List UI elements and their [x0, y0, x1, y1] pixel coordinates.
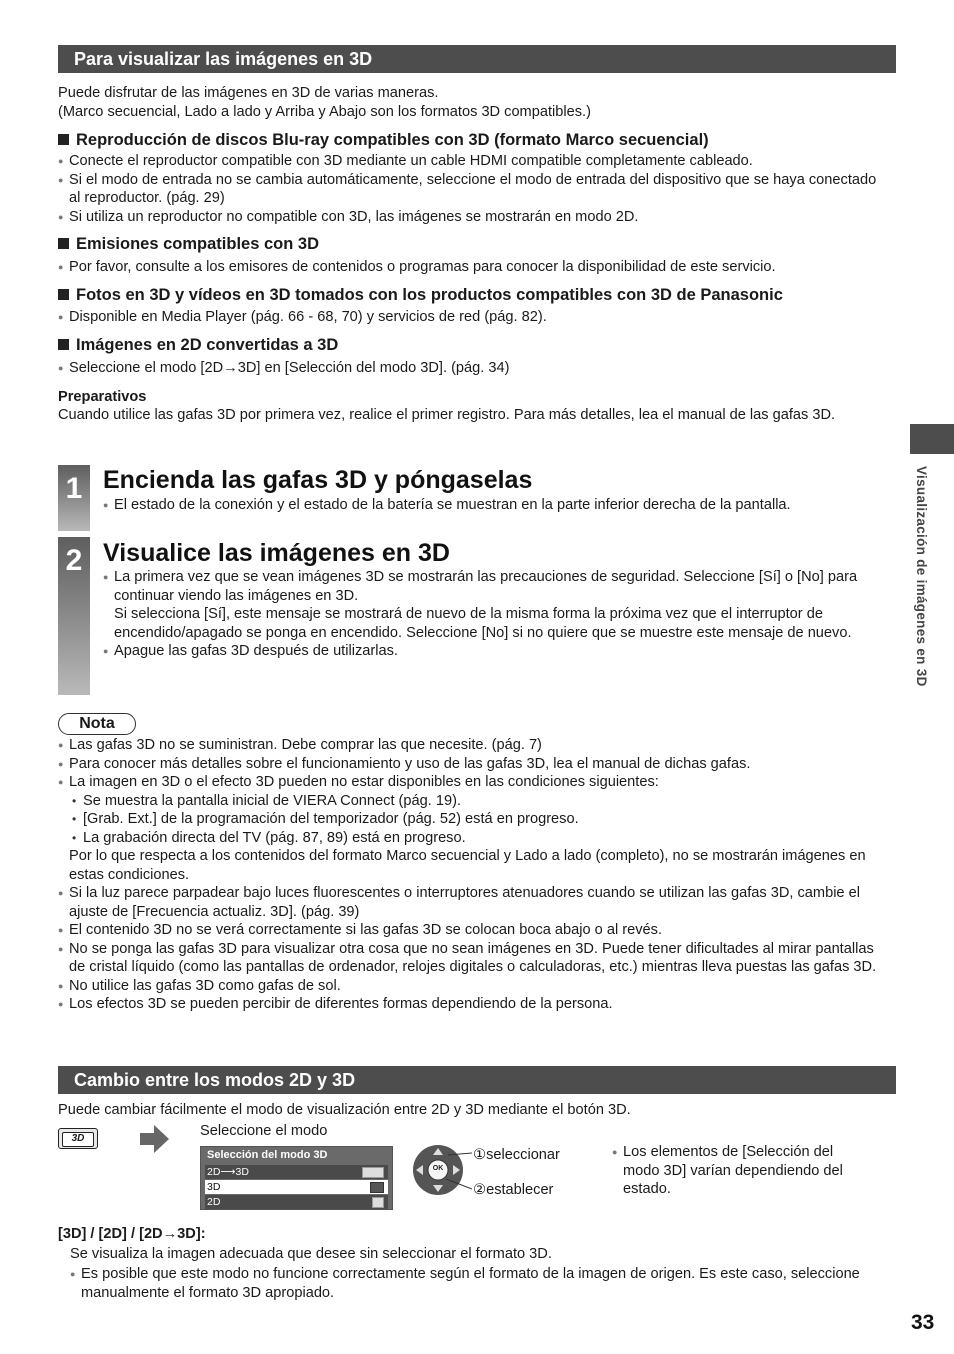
mode-select-menu	[200, 1146, 393, 1210]
nav-set-label: ②establecer	[473, 1182, 554, 1198]
heading-2d-to-3d-text: Imágenes en 2D convertidas a 3D	[76, 336, 339, 354]
list-item: ● Si utiliza un reproductor no compatible con 3D, las imágenes se mostrarán en modo 2D.	[58, 208, 888, 227]
mode-icon	[372, 1197, 384, 1208]
step-1-title: Encienda las gafas 3D y póngaselas	[103, 466, 533, 494]
page-number: 33	[911, 1311, 935, 1334]
intro-line-2: (Marco secuencial, Lado a lado y Arriba y Abajo son los formatos 3D compatibles.)	[58, 103, 591, 120]
broadcast-list	[58, 258, 888, 277]
nota-label: Nota	[58, 713, 136, 735]
menu-row-2d	[205, 1195, 388, 1209]
intro-line-1: Puede disfrutar de las imágenes en 3D de varias maneras.	[58, 85, 439, 101]
sub-item: • [Grab. Ext.] de la programación del temporizador (pág. 52) está en progreso.	[58, 810, 888, 829]
modes-text: Se visualiza la imagen adecuada que desee sin seleccionar el formato 3D.	[70, 1246, 552, 1262]
modes-list	[70, 1265, 885, 1302]
mode-icon	[362, 1167, 384, 1178]
list-item-continuation: Si selecciona [Sí], este mensaje se mostrará de nuevo de la misma forma la próxima vez que el interruptor de encendido/apagado se ponga en encendido. Seleccione [No] si no quiere que se muestre este mensaje de nuevo.	[114, 606, 852, 641]
2d-to-3d-list	[58, 359, 888, 378]
sub-item: • La grabación directa del TV (pág. 87, 89) está en progreso.	[58, 829, 888, 848]
modes-intro: Puede cambiar fácilmente el modo de visualización entre 2D y 3D mediante el botón 3D.	[58, 1102, 631, 1118]
heading-broadcast-text: Emisiones compatibles con 3D	[76, 235, 319, 253]
mode-icon	[370, 1182, 384, 1193]
menu-row-label: 2D	[207, 1196, 221, 1208]
list-item: ● Es posible que este modo no funcione correctamente según el formato de la imagen de origen. Es este caso, seleccione manualmente el formato 3D apropiado.	[70, 1265, 885, 1302]
prep-text: Cuando utilice las gafas 3D por primera vez, realice el primer registro. Para más detalles, lea el manual de las gafas 3D.	[58, 407, 836, 423]
nota-list	[58, 736, 888, 1014]
sub-note: Por lo que respecta a los contenidos del formato Marco secuencial y Lado a lado (completo), no se mostrarán imágenes en estas condiciones.	[69, 848, 866, 883]
arrow-right-icon	[140, 1125, 170, 1153]
list-item: ● Conecte el reproductor compatible con 3D mediante un cable HDMI compatible completamente cableado.	[58, 152, 888, 171]
list-item: ● Los elementos de [Selección del modo 3D] varían dependiendo del estado.	[612, 1143, 872, 1199]
menu-row-3d	[205, 1180, 388, 1194]
list-item: ● Las gafas 3D no se suministran. Debe comprar las que necesite. (pág. 7)	[58, 736, 888, 755]
menu-row-label: 3D	[207, 1181, 221, 1193]
list-item: ● No utilice las gafas 3D como gafas de sol.	[58, 977, 888, 996]
heading-broadcast	[58, 234, 319, 254]
list-item: ● Si la luz parece parpadear bajo luces fluorescentes o interruptores atenuadores cuando se utilizan las gafas 3D, cambie el ajuste de [Frecuencia actualiz. 3D]. (pág. 39)	[58, 884, 888, 921]
list-item: ● Disponible en Media Player (pág. 66 - 68, 70) y servicios de red (pág. 82).	[58, 308, 888, 327]
list-item: ● Los efectos 3D se pueden percibir de diferentes formas dependiendo de la persona.	[58, 995, 888, 1014]
heading-bluray	[58, 130, 709, 150]
nav-select-label: ①seleccionar	[473, 1147, 560, 1163]
square-bullet-icon	[58, 238, 69, 249]
side-tab-marker	[910, 424, 954, 454]
heading-photos	[58, 285, 783, 305]
list-item: ● El contenido 3D no se verá correctamente si las gafas 3D se colocan boca abajo o al revés.	[58, 921, 888, 940]
list-item: ● La imagen en 3D o el efecto 3D pueden no estar disponibles en las condiciones siguientes:	[58, 773, 888, 792]
list-item: ● La primera vez que se vean imágenes 3D se mostrarán las precauciones de seguridad. Seleccione [Sí] o [No] para continuar viendo las imágenes en 3D.	[103, 568, 893, 605]
menu-title: Selección del modo 3D	[207, 1149, 328, 1161]
list-item: ● No se ponga las gafas 3D para visualizar otra cosa que no sean imágenes en 3D. Puede tener dificultades al mirar pantallas de cristal líquido (como las pantallas de ordenador, relojes digitales o calculadoras, etc.) mientras lleva puestas las gafas 3D.	[58, 940, 888, 977]
list-item: ● Seleccione el modo [2D→3D] en [Selección del modo 3D]. (pág. 34)	[58, 359, 888, 378]
remote-3d-button-icon	[58, 1128, 98, 1149]
heading-bluray-text: Reproducción de discos Blu-ray compatibles con 3D (formato Marco secuencial)	[76, 131, 709, 149]
prep-title: Preparativos	[58, 389, 147, 405]
menu-row-label: 2D⟶3D	[207, 1166, 249, 1178]
section-banner-3d: Para visualizar las imágenes en 3D	[58, 45, 896, 73]
square-bullet-icon	[58, 339, 69, 350]
select-mode-label: Seleccione el modo	[200, 1123, 328, 1139]
bluray-list	[58, 152, 888, 226]
square-bullet-icon	[58, 289, 69, 300]
square-bullet-icon	[58, 134, 69, 145]
step-2-list	[103, 568, 893, 661]
step-2-title: Visualice las imágenes en 3D	[103, 539, 450, 567]
intro-text	[58, 84, 591, 121]
list-item: ● Para conocer más detalles sobre el funcionamiento y uso de las gafas 3D, lea el manual de dichas gafas.	[58, 755, 888, 774]
step-2-number: 2	[65, 544, 83, 577]
menu-side-note	[612, 1143, 872, 1199]
side-tab-label: Visualización de imágenes en 3D	[914, 466, 929, 687]
heading-2d-to-3d	[58, 335, 338, 355]
menu-row-2d3d	[205, 1165, 388, 1179]
step-1-list	[103, 496, 893, 515]
modes-title: [3D] / [2D] / [2D→3D]:	[58, 1226, 206, 1242]
list-item: ● El estado de la conexión y el estado de la batería se muestran en la parte inferior derecha de la pantalla.	[103, 496, 893, 515]
heading-photos-text: Fotos en 3D y vídeos en 3D tomados con los productos compatibles con 3D de Panasonic	[76, 286, 783, 304]
list-item: ● Si el modo de entrada no se cambia automáticamente, seleccione el modo de entrada del dispositivo que se haya conectado al reproductor. (pág. 29)	[58, 171, 888, 208]
section-banner-modes: Cambio entre los modos 2D y 3D	[58, 1066, 896, 1094]
photos-list	[58, 308, 888, 327]
list-item: ● Por favor, consulte a los emisores de contenidos o programas para conocer la disponibilidad de este servicio.	[58, 258, 888, 277]
3d-button-label: 3D	[62, 1132, 94, 1147]
ok-label: OK	[432, 1165, 444, 1172]
list-item: ● Apague las gafas 3D después de utilizarlas.	[103, 642, 893, 661]
sub-item: • Se muestra la pantalla inicial de VIERA Connect (pág. 19).	[58, 792, 888, 811]
step-1-number: 1	[65, 472, 83, 505]
